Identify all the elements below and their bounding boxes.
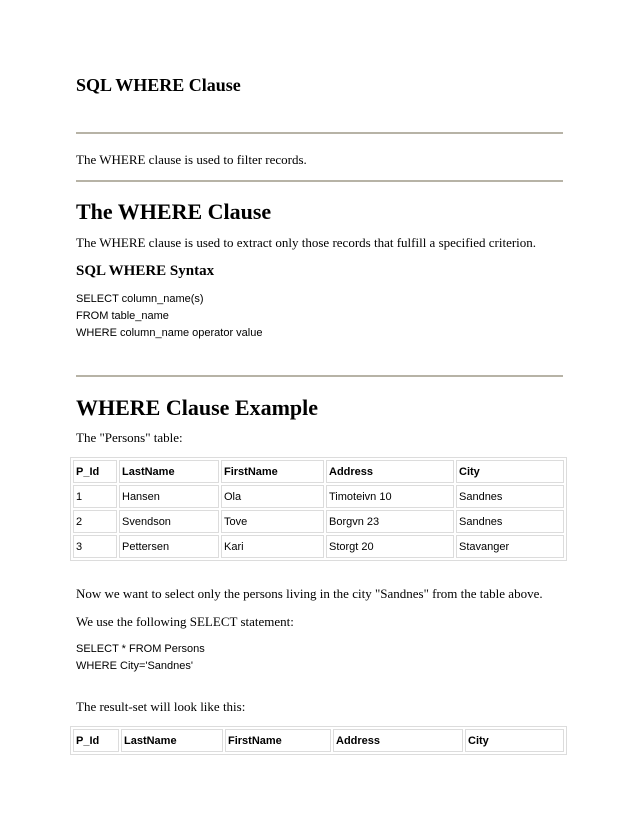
table-cell: 2 <box>73 510 117 533</box>
table-cell: Storgt 20 <box>326 535 454 558</box>
table-row <box>73 510 564 533</box>
code-line: FROM table_name <box>76 310 169 322</box>
table-row <box>73 485 564 508</box>
syntax-heading: SQL WHERE Syntax <box>76 263 215 279</box>
table-cell: 3 <box>73 535 117 558</box>
header-cell: City <box>465 729 564 752</box>
table-cell: Kari <box>221 535 324 558</box>
page-title: SQL WHERE Clause <box>76 75 241 95</box>
table-cell: Sandnes <box>456 485 564 508</box>
header-cell: Address <box>333 729 463 752</box>
divider <box>76 180 563 182</box>
section-heading-example: WHERE Clause Example <box>76 395 319 420</box>
header-cell: LastName <box>119 460 219 483</box>
persons-table-caption: The "Persons" table: <box>76 430 183 445</box>
code-line: SELECT column_name(s) <box>76 293 204 305</box>
table-cell: Pettersen <box>119 535 219 558</box>
header-cell: FirstName <box>225 729 331 752</box>
statement-intro: We use the following SELECT statement: <box>76 614 294 629</box>
divider <box>76 375 563 377</box>
table-header-row <box>73 729 564 752</box>
table-cell: Borgvn 23 <box>326 510 454 533</box>
section-heading-where-clause: The WHERE Clause <box>76 199 272 224</box>
table-cell: Sandnes <box>456 510 564 533</box>
table-cell: Hansen <box>119 485 219 508</box>
header-cell: LastName <box>121 729 223 752</box>
table-header-row <box>73 460 564 483</box>
persons-table <box>70 457 567 561</box>
code-line: SELECT * FROM Persons <box>76 643 205 655</box>
header-cell: Address <box>326 460 454 483</box>
goal-text: Now we want to select only the persons living in the city "Sandnes" from the table above. <box>76 586 543 601</box>
code-line: WHERE City='Sandnes' <box>76 660 193 672</box>
result-table <box>70 726 567 755</box>
header-cell: P_Id <box>73 460 117 483</box>
divider <box>76 132 563 134</box>
table-cell: Timoteivn 10 <box>326 485 454 508</box>
header-cell: FirstName <box>221 460 324 483</box>
table-cell: Tove <box>221 510 324 533</box>
table-cell: Svendson <box>119 510 219 533</box>
table-cell: Stavanger <box>456 535 564 558</box>
code-line: WHERE column_name operator value <box>76 327 263 339</box>
query-code-block <box>76 641 205 675</box>
table-cell: Ola <box>221 485 324 508</box>
result-intro: The result-set will look like this: <box>76 699 246 714</box>
syntax-code-block <box>76 291 262 342</box>
table-row <box>73 535 564 558</box>
intro-text: The WHERE clause is used to filter records. <box>76 152 307 167</box>
header-cell: City <box>456 460 564 483</box>
where-description: The WHERE clause is used to extract only those records that fulfill a specified criterion. <box>76 235 537 250</box>
table-cell: 1 <box>73 485 117 508</box>
header-cell: P_Id <box>73 729 119 752</box>
